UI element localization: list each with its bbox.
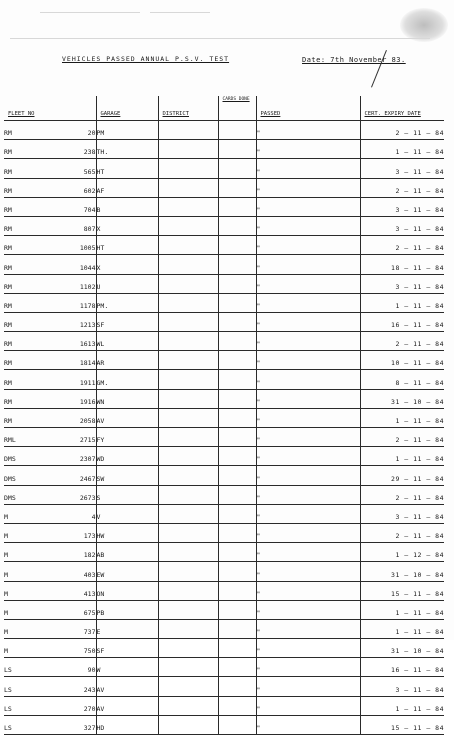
fleet-number-cell: 327 [32, 715, 96, 734]
garage-cell: HW [96, 523, 158, 542]
cards-done-cell [218, 581, 256, 600]
table-row [4, 543, 444, 562]
cert-expiry-cell: 31 – 10 – 84 [360, 639, 444, 658]
table-row [4, 197, 444, 216]
cert-expiry-cell: 15 – 11 – 84 [360, 581, 444, 600]
fleet-type-cell: RM [4, 351, 32, 370]
fleet-type-cell: LS [4, 658, 32, 677]
district-cell [158, 274, 218, 293]
cards-done-cell [218, 504, 256, 523]
cards-done-cell [218, 389, 256, 408]
fleet-number-cell: 403 [32, 562, 96, 581]
table-row [4, 504, 444, 523]
garage-cell: TH. [96, 140, 158, 159]
garage-cell: W [96, 658, 158, 677]
faded-header-line [40, 12, 140, 13]
cards-done-cell [218, 466, 256, 485]
garage-cell: AR [96, 351, 158, 370]
district-cell [158, 619, 218, 638]
district-cell [158, 466, 218, 485]
cert-expiry-cell: 2 – 11 – 84 [360, 121, 444, 140]
passed-cell: " [256, 351, 360, 370]
garage-cell: PM [96, 121, 158, 140]
fleet-number-cell: 20 [32, 121, 96, 140]
cards-done-cell [218, 293, 256, 312]
column-header-passed: PASSED [256, 96, 360, 121]
fleet-type-cell: RM [4, 293, 32, 312]
column-header-garage: GARAGE [96, 96, 158, 121]
district-cell [158, 312, 218, 331]
district-cell [158, 197, 218, 216]
garage-cell: U [96, 274, 158, 293]
garage-cell: HT [96, 236, 158, 255]
fleet-number-cell: 90 [32, 658, 96, 677]
cards-done-cell [218, 197, 256, 216]
garage-cell: ON [96, 581, 158, 600]
garage-cell: AV [96, 696, 158, 715]
cards-done-cell [218, 428, 256, 447]
garage-cell: HT [96, 159, 158, 178]
cert-expiry-cell: 3 – 11 – 84 [360, 504, 444, 523]
table-row [4, 159, 444, 178]
table-row [4, 236, 444, 255]
passed-cell: " [256, 466, 360, 485]
garage-cell: AV [96, 408, 158, 427]
fleet-type-cell: RM [4, 121, 32, 140]
cert-expiry-cell: 2 – 11 – 84 [360, 485, 444, 504]
passed-cell: " [256, 236, 360, 255]
passed-cell: " [256, 312, 360, 331]
cards-done-cell [218, 658, 256, 677]
report-date: Date: 7th November 83. [302, 56, 406, 64]
fleet-number-cell: 2307 [32, 447, 96, 466]
table-row [4, 715, 444, 734]
cards-done-cell [218, 159, 256, 178]
passed-cell: " [256, 715, 360, 734]
district-cell [158, 428, 218, 447]
column-header-cards-done: CARDS DONE [218, 96, 256, 121]
district-cell [158, 140, 218, 159]
passed-cell: " [256, 370, 360, 389]
passed-cell: " [256, 293, 360, 312]
fleet-number-cell: 1178 [32, 293, 96, 312]
cert-expiry-cell: 3 – 11 – 84 [360, 274, 444, 293]
cards-done-cell [218, 178, 256, 197]
fleet-type-cell: DMS [4, 485, 32, 504]
fleet-number-cell: 1213 [32, 312, 96, 331]
fleet-type-cell: RM [4, 408, 32, 427]
cards-done-cell [218, 543, 256, 562]
garage-cell: S [96, 485, 158, 504]
table-row [4, 312, 444, 331]
passed-cell: " [256, 696, 360, 715]
table-header-row [4, 96, 444, 121]
fleet-number-cell: 704 [32, 197, 96, 216]
passed-cell: " [256, 581, 360, 600]
district-cell [158, 677, 218, 696]
passed-cell: " [256, 255, 360, 274]
fleet-type-cell: M [4, 619, 32, 638]
cards-done-cell [218, 312, 256, 331]
cards-done-cell [218, 696, 256, 715]
passed-cell: " [256, 523, 360, 542]
fleet-type-cell: LS [4, 715, 32, 734]
cards-done-cell [218, 332, 256, 351]
cards-done-cell [218, 236, 256, 255]
cert-expiry-cell: 1 – 11 – 84 [360, 140, 444, 159]
district-cell [158, 658, 218, 677]
garage-cell: PB [96, 600, 158, 619]
fleet-number-cell: 182 [32, 543, 96, 562]
table-row [4, 485, 444, 504]
passed-cell: " [256, 408, 360, 427]
fleet-number-cell: 565 [32, 159, 96, 178]
garage-cell: V [96, 504, 158, 523]
page-title: VEHICLES PASSED ANNUAL P.S.V. TEST [62, 55, 230, 63]
district-cell [158, 696, 218, 715]
district-cell [158, 562, 218, 581]
fleet-type-cell: RM [4, 178, 32, 197]
column-header-district: DISTRICT [158, 96, 218, 121]
fleet-type-cell: M [4, 562, 32, 581]
garage-cell: GM. [96, 370, 158, 389]
fleet-type-cell: DMS [4, 447, 32, 466]
fleet-number-cell: 2467 [32, 466, 96, 485]
cert-expiry-cell: 1 – 11 – 84 [360, 600, 444, 619]
table-row [4, 581, 444, 600]
table-row [4, 466, 444, 485]
cards-done-cell [218, 370, 256, 389]
fleet-number-cell: 413 [32, 581, 96, 600]
garage-cell: B [96, 197, 158, 216]
district-cell [158, 255, 218, 274]
cards-done-cell [218, 600, 256, 619]
garage-cell: HD [96, 715, 158, 734]
fleet-number-cell: 1102 [32, 274, 96, 293]
district-cell [158, 581, 218, 600]
table-row [4, 639, 444, 658]
garage-cell: AV [96, 677, 158, 696]
passed-cell: " [256, 274, 360, 293]
district-cell [158, 485, 218, 504]
table-row [4, 255, 444, 274]
garage-cell: AF [96, 178, 158, 197]
fleet-type-cell: RM [4, 274, 32, 293]
garage-cell: WN [96, 389, 158, 408]
fleet-number-cell: 737 [32, 619, 96, 638]
fleet-number-cell: 2715 [32, 428, 96, 447]
fleet-type-cell: RML [4, 428, 32, 447]
fleet-number-cell: 1911 [32, 370, 96, 389]
table-row [4, 274, 444, 293]
cards-done-cell [218, 619, 256, 638]
fleet-number-cell: 1005 [32, 236, 96, 255]
table-row [4, 696, 444, 715]
fleet-type-cell: RM [4, 332, 32, 351]
cert-expiry-cell: 10 – 11 – 84 [360, 351, 444, 370]
district-cell [158, 351, 218, 370]
cards-done-cell [218, 216, 256, 235]
cert-expiry-cell: 3 – 11 – 84 [360, 197, 444, 216]
cert-expiry-cell: 16 – 11 – 84 [360, 658, 444, 677]
fleet-type-cell: RM [4, 255, 32, 274]
garage-cell: SW [96, 466, 158, 485]
table-row [4, 428, 444, 447]
passed-cell: " [256, 600, 360, 619]
fleet-number-cell: 243 [32, 677, 96, 696]
table-row [4, 523, 444, 542]
fleet-type-cell: RM [4, 236, 32, 255]
table-row [4, 351, 444, 370]
table-row [4, 178, 444, 197]
table-row [4, 121, 444, 140]
cert-expiry-cell: 1 – 11 – 84 [360, 447, 444, 466]
fleet-type-cell: RM [4, 216, 32, 235]
passed-cell: " [256, 159, 360, 178]
passed-cell: " [256, 140, 360, 159]
garage-cell: SF [96, 312, 158, 331]
fleet-type-cell: DMS [4, 466, 32, 485]
cert-expiry-cell: 18 – 11 – 84 [360, 255, 444, 274]
district-cell [158, 408, 218, 427]
cards-done-cell [218, 255, 256, 274]
table-row [4, 619, 444, 638]
table-row [4, 140, 444, 159]
cert-expiry-cell: 2 – 11 – 84 [360, 332, 444, 351]
district-cell [158, 543, 218, 562]
cert-expiry-cell: 8 – 11 – 84 [360, 370, 444, 389]
passed-cell: " [256, 178, 360, 197]
fleet-type-cell: RM [4, 140, 32, 159]
district-cell [158, 216, 218, 235]
fleet-type-cell: RM [4, 389, 32, 408]
cert-expiry-cell: 2 – 11 – 84 [360, 523, 444, 542]
passed-cell: " [256, 389, 360, 408]
fleet-number-cell: 1916 [32, 389, 96, 408]
garage-cell: X [96, 255, 158, 274]
cert-expiry-cell: 3 – 11 – 84 [360, 677, 444, 696]
district-cell [158, 523, 218, 542]
fleet-type-cell: M [4, 504, 32, 523]
garage-cell: WD [96, 447, 158, 466]
fleet-number-cell: 602 [32, 178, 96, 197]
district-cell [158, 236, 218, 255]
passed-cell: " [256, 658, 360, 677]
cards-done-cell [218, 562, 256, 581]
fleet-type-cell: RM [4, 312, 32, 331]
district-cell [158, 121, 218, 140]
fleet-number-cell: 270 [32, 696, 96, 715]
cards-done-cell [218, 639, 256, 658]
fleet-type-cell: RM [4, 197, 32, 216]
faded-header-line [10, 38, 430, 39]
cards-done-cell [218, 121, 256, 140]
district-cell [158, 389, 218, 408]
garage-cell: WL [96, 332, 158, 351]
column-header-fleet-no: FLEET NO [4, 96, 96, 121]
table-row [4, 600, 444, 619]
fleet-type-cell: RM [4, 370, 32, 389]
scan-smudge [400, 8, 448, 42]
passed-cell: " [256, 639, 360, 658]
fleet-number-cell: 238 [32, 140, 96, 159]
passed-cell: " [256, 197, 360, 216]
fleet-type-cell: M [4, 523, 32, 542]
fleet-number-cell: 675 [32, 600, 96, 619]
passed-cell: " [256, 619, 360, 638]
table-row [4, 370, 444, 389]
district-cell [158, 293, 218, 312]
fleet-number-cell: 2058 [32, 408, 96, 427]
passed-cell: " [256, 543, 360, 562]
cert-expiry-cell: 2 – 11 – 84 [360, 178, 444, 197]
passed-cell: " [256, 428, 360, 447]
district-cell [158, 370, 218, 389]
passed-cell: " [256, 121, 360, 140]
passed-cell: " [256, 332, 360, 351]
passed-cell: " [256, 504, 360, 523]
cert-expiry-cell: 2 – 11 – 84 [360, 428, 444, 447]
district-cell [158, 504, 218, 523]
cert-expiry-cell: 1 – 12 – 84 [360, 543, 444, 562]
cert-expiry-cell: 2 – 11 – 84 [360, 236, 444, 255]
fleet-type-cell: RM [4, 159, 32, 178]
district-cell [158, 332, 218, 351]
district-cell [158, 600, 218, 619]
garage-cell: SF [96, 639, 158, 658]
cert-expiry-cell: 1 – 11 – 84 [360, 619, 444, 638]
cards-done-cell [218, 523, 256, 542]
fleet-type-cell: M [4, 639, 32, 658]
table-row [4, 562, 444, 581]
cards-done-cell [218, 447, 256, 466]
fleet-number-cell: 1814 [32, 351, 96, 370]
fleet-number-cell: 2673 [32, 485, 96, 504]
table-row [4, 408, 444, 427]
fleet-type-cell: LS [4, 696, 32, 715]
fleet-number-cell: 4 [32, 504, 96, 523]
fleet-number-cell: 750 [32, 639, 96, 658]
passed-cell: " [256, 485, 360, 504]
fleet-number-cell: 1044 [32, 255, 96, 274]
fleet-type-cell: M [4, 581, 32, 600]
faded-header-line [150, 12, 210, 13]
cert-expiry-cell: 31 – 10 – 84 [360, 389, 444, 408]
fleet-number-cell: 173 [32, 523, 96, 542]
cards-done-cell [218, 140, 256, 159]
table-row [4, 447, 444, 466]
cards-done-cell [218, 408, 256, 427]
district-cell [158, 178, 218, 197]
fleet-type-cell: LS [4, 677, 32, 696]
vehicle-table [4, 96, 444, 735]
cards-done-cell [218, 351, 256, 370]
passed-cell: " [256, 216, 360, 235]
cards-done-cell [218, 677, 256, 696]
table-row [4, 677, 444, 696]
cert-expiry-cell: 1 – 11 – 84 [360, 293, 444, 312]
district-cell [158, 159, 218, 178]
garage-cell: E [96, 619, 158, 638]
cards-done-cell [218, 274, 256, 293]
cert-expiry-cell: 29 – 11 – 84 [360, 466, 444, 485]
table-row [4, 216, 444, 235]
table-row [4, 332, 444, 351]
garage-cell: EW [96, 562, 158, 581]
fleet-type-cell: M [4, 600, 32, 619]
cert-expiry-cell: 1 – 11 – 84 [360, 696, 444, 715]
fleet-number-cell: 1613 [32, 332, 96, 351]
fleet-number-cell: 807 [32, 216, 96, 235]
cert-expiry-cell: 31 – 10 – 84 [360, 562, 444, 581]
cards-done-cell [218, 485, 256, 504]
garage-cell: X [96, 216, 158, 235]
garage-cell: AB [96, 543, 158, 562]
district-cell [158, 715, 218, 734]
passed-cell: " [256, 562, 360, 581]
table-row [4, 658, 444, 677]
fleet-type-cell: M [4, 543, 32, 562]
cert-expiry-cell: 3 – 11 – 84 [360, 216, 444, 235]
cert-expiry-cell: 16 – 11 – 84 [360, 312, 444, 331]
district-cell [158, 447, 218, 466]
cert-expiry-cell: 1 – 11 – 84 [360, 408, 444, 427]
cards-done-cell [218, 715, 256, 734]
garage-cell: PM. [96, 293, 158, 312]
column-header-cert-expiry: CERT. EXPIRY DATE [360, 96, 444, 121]
passed-cell: " [256, 677, 360, 696]
table-row [4, 293, 444, 312]
garage-cell: FY [96, 428, 158, 447]
passed-cell: " [256, 447, 360, 466]
district-cell [158, 639, 218, 658]
cert-expiry-cell: 15 – 11 – 84 [360, 715, 444, 734]
cert-expiry-cell: 3 – 11 – 84 [360, 159, 444, 178]
table-row [4, 389, 444, 408]
